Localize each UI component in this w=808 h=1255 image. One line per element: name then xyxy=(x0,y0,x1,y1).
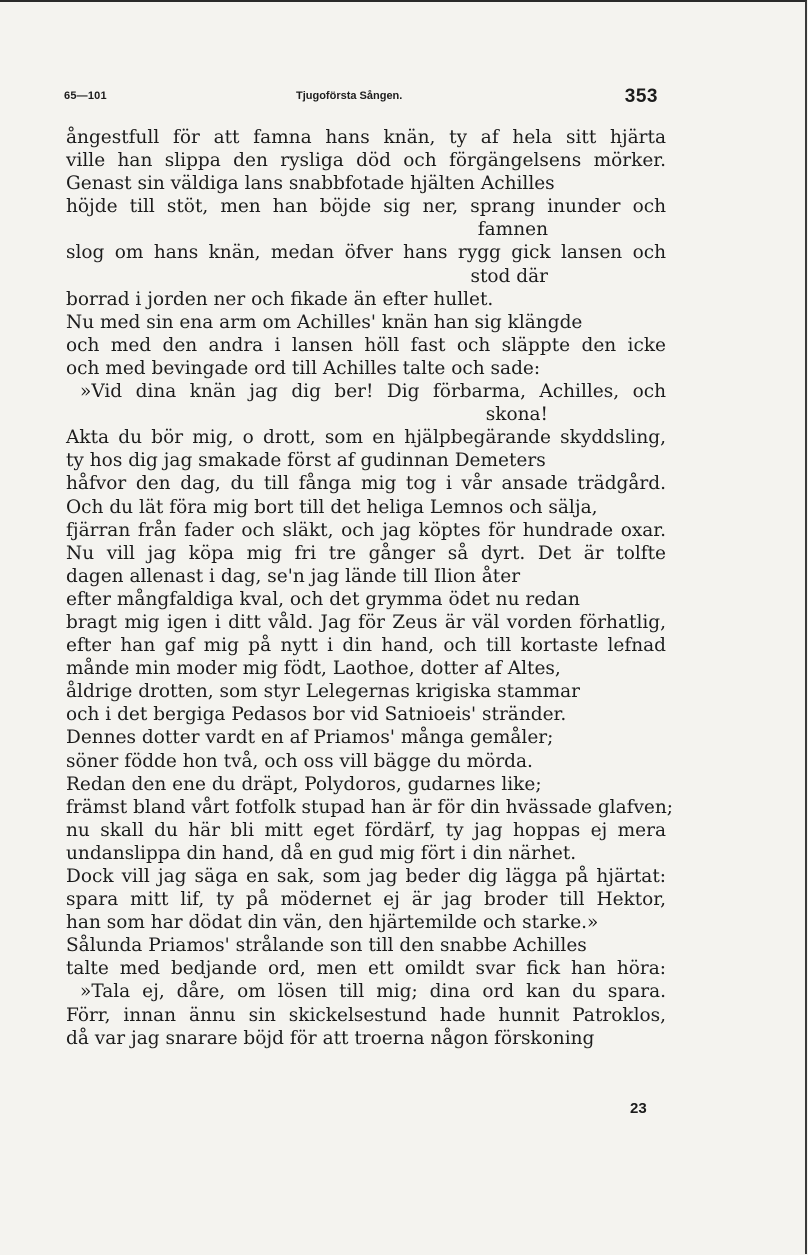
text-line: åldrige drotten, som styr Lelegernas krigiska stammar xyxy=(66,681,581,703)
text-line: bragt mig igen i ditt våld. Jag för Zeus är väl vorden förhatlig, xyxy=(66,611,666,633)
text-line: »Vid dina knän jag dig ber! Dig förbarma, Achilles, och xyxy=(80,381,666,403)
text-line: och med den andra i lansen höll fast och släppte den icke xyxy=(66,334,666,356)
text-line: undanslippa din hand, då en gud mig fört i din närhet. xyxy=(66,842,577,864)
text-line-turnover: skona! xyxy=(485,404,548,426)
text-line: talte med bedjande ord, men ett omildt svar fick han höra: xyxy=(66,958,666,980)
text-line: Dennes dotter vardt en af Priamos' många gemåler; xyxy=(66,727,554,749)
running-title: Tjugoförsta Sången. xyxy=(296,90,403,102)
text-line: nu skall du här bli mitt eget fördärf, ty jag hoppas ej mera xyxy=(66,819,666,841)
text-line: Dock vill jag säga en sak, som jag beder dig lägga på hjärtat: xyxy=(66,866,666,887)
text-line: ty hos dig jag smakade först af gudinnan Demeters xyxy=(66,450,546,472)
text-line: främst bland vårt fotfolk stupad han är för din hvässade glafven; xyxy=(66,796,674,818)
text-line: Genast sin väldiga lans snabbfotade hjälten Achilles xyxy=(66,173,555,195)
text-line: ångestfull för att famna hans knän, ty af hela sitt hjärta xyxy=(66,127,666,148)
text-line: »Tala ej, dåre, om lösen till mig; dina ord kan du spara. xyxy=(80,981,666,1003)
page-header xyxy=(64,86,658,112)
text-line-turnover: famnen xyxy=(477,219,548,241)
text-line: då var jag snarare böjd för att troerna någon förskoning xyxy=(66,1027,595,1049)
text-line: och i det bergiga Pedasos bor vid Satnioeis' stränder. xyxy=(66,704,567,726)
text-line: Nu med sin ena arm om Achilles' knän han sig klängde xyxy=(66,311,583,333)
text-line: Och du lät föra mig bort till det heliga Lemnos och sälja, xyxy=(66,496,598,518)
text-line: månde min moder mig födt, Laothoe, dotter af Altes, xyxy=(66,658,561,680)
text-line: håfvor den dag, du till fånga mig tog i vår ansade trädgård. xyxy=(66,473,666,495)
text-line: söner födde hon två, och oss vill bägge du mörda. xyxy=(66,750,533,772)
text-line: efter mångfaldiga kval, och det grymma ödet nu redan xyxy=(66,588,580,610)
text-line: spara mitt lif, ty på mödernet ej är jag broder till Hektor, xyxy=(66,889,666,911)
text-line: höjde till stöt, men han böjde sig ner, sprang inunder och xyxy=(66,196,666,218)
text-line: och med bevingade ord till Achilles talte och sade: xyxy=(66,357,541,379)
text-line: slog om hans knän, medan öfver hans rygg gick lansen och xyxy=(66,242,666,264)
text-line: ville han slippa den rysliga död och förgängelsens mörker. xyxy=(66,150,666,172)
page-number: 353 xyxy=(624,86,658,107)
text-line: Förr, innan ännu sin skickelsestund hade hunnit Patroklos, xyxy=(66,1004,666,1026)
poem-text xyxy=(66,126,674,1050)
text-line: Akta du bör mig, o drott, som en hjälpbegärande skyddsling, xyxy=(66,427,666,449)
text-line: Redan den ene du dräpt, Polydoros, gudarnes like; xyxy=(66,773,542,795)
book-signature: 65—101 xyxy=(64,90,107,102)
text-line: Nu vill jag köpa mig fri tre gånger så dyrt. Det är tolfte xyxy=(66,542,666,564)
text-line: han som har dödat din vän, den hjärtemilde och starke.» xyxy=(66,912,599,934)
text-line: borrad i jorden ner och fikade än efter hullet. xyxy=(66,288,494,310)
text-line: dagen allenast i dag, se'n jag lände till Ilion åter xyxy=(66,565,521,587)
text-line-turnover: stod där xyxy=(470,265,548,287)
sheet-signature-mark: 23 xyxy=(630,1100,647,1117)
text-line: efter han gaf mig på nytt i din hand, och till kortaste lefnad xyxy=(66,635,666,657)
text-line: Sålunda Priamos' strålande son till den snabbe Achilles xyxy=(66,935,587,957)
text-line: fjärran från fader och släkt, och jag köptes för hundrade oxar. xyxy=(66,519,666,541)
